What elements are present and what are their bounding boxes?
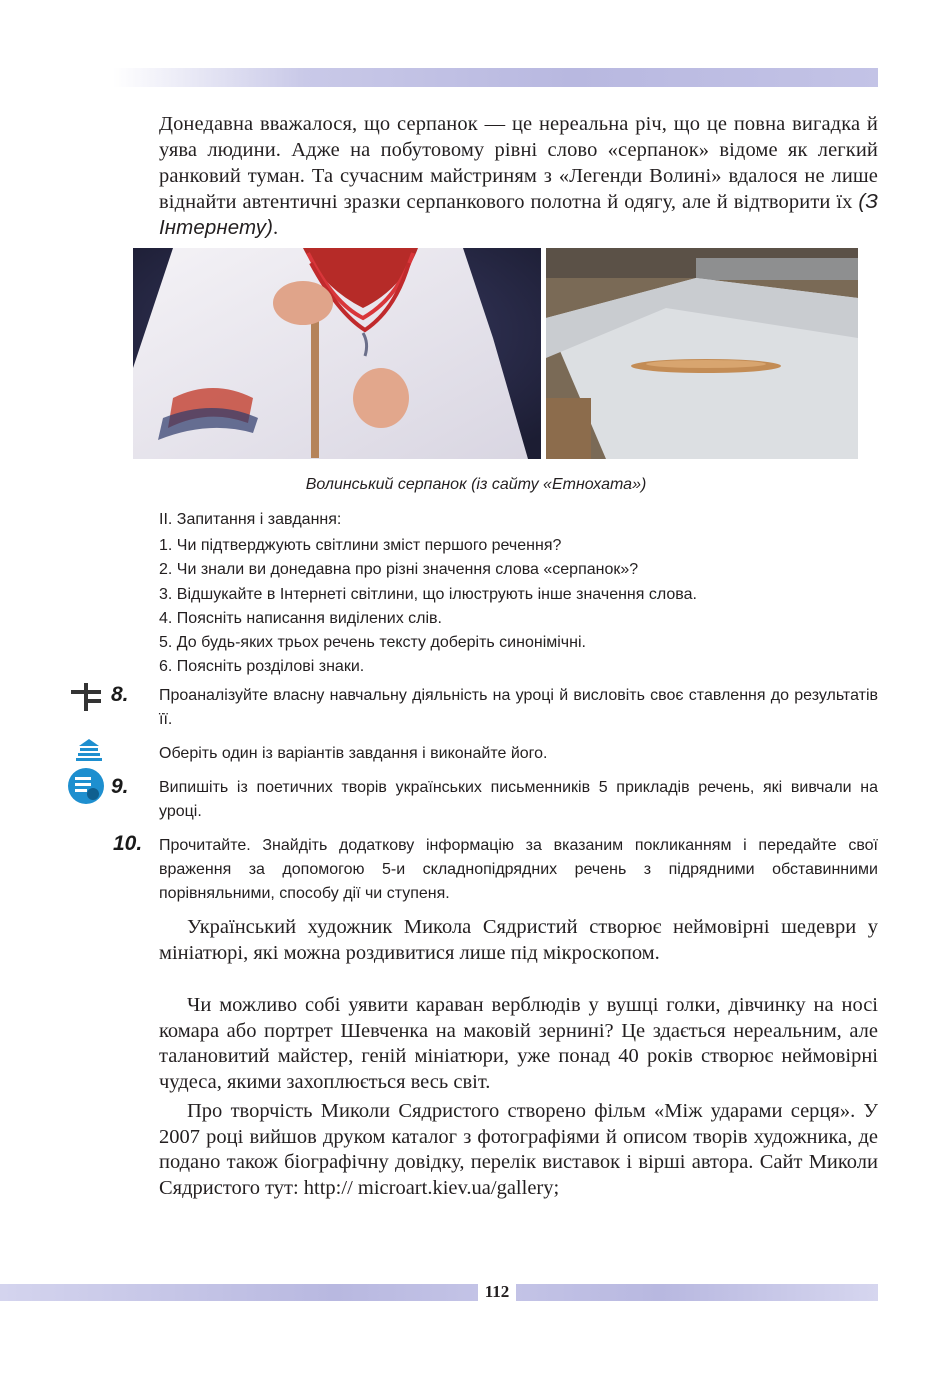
choose-variant-note: Оберіть один із варіантів завдання і виконайте його.: [159, 745, 548, 762]
photo-caption: Волинський серпанок (із сайту «Етнохата»): [305, 476, 647, 493]
task10-text: Прочитайте. Знайдіть додаткову інформацію за вказаним покликанням і передайте свої враження за допомогою 5-и складнопідрядних речень з підрядними обставинними порівняльними, способу дії чи ступеня.: [159, 837, 878, 902]
questions-list: [159, 534, 697, 680]
intro-end: .: [273, 217, 279, 239]
reading-paragraph-1-text: Український художник Микола Сядристий створює неймовірні шедеври у мініатюрі, які можна роздивитися лише під мікроскопом.: [159, 916, 878, 964]
question-item: 6. Поясніть розділові знаки.: [159, 658, 365, 676]
reading-paragraph-3: [159, 1099, 878, 1202]
task10-number: 10.: [113, 832, 143, 855]
level-stairs-icon: [75, 737, 103, 770]
photo-woman-embroidered-shirt: [133, 248, 541, 459]
page-number: 112: [484, 1282, 510, 1301]
question-item: 2. Чи знали ви донедавна про різні значення слова «серпанок»?: [159, 561, 639, 579]
footer-band-left: [0, 1284, 478, 1301]
question-item: 4. Поясніть написання виділених слів.: [159, 609, 442, 627]
question-item: 3. Відшукайте в Інтернеті світлини, що ілюструють інше значення слова.: [159, 585, 697, 603]
plus-minus-reflection-icon: [69, 681, 105, 718]
task8-text: Проаналізуйте власну навчальну діяльність на уроці й висловіть своє ставлення до результатів її.: [159, 687, 878, 728]
write-tasks-icon: [66, 767, 106, 810]
task9-text: Випишіть із поетичних творів українських письменників 5 прикладів речень, які вивчали на уроці.: [159, 779, 878, 820]
photo-loom-with-shuttle: [546, 248, 858, 459]
intro-paragraph: [159, 111, 878, 241]
reading-paragraph-1: [159, 915, 878, 966]
question-item: 5. До будь-яких трьох речень тексту доберіть синонімічні.: [159, 634, 586, 652]
photo-woman-illustration: [133, 248, 541, 459]
footer-band-right: [516, 1284, 878, 1301]
photo-loom-illustration: [546, 248, 858, 459]
reading-paragraph-2: [159, 993, 878, 1096]
questions-title: ІІ. Запитання і завдання:: [159, 511, 342, 528]
question-item: 1. Чи підтверджують світлини зміст першого речення?: [159, 537, 562, 554]
reading-paragraph-2-text: Чи можливо собі уявити караван верблюдів у вушці голки, дівчинку на носі комара або портрет Шевченка на маковій зернині? Це здається нереальним, але талановитий майстер, геній мініатюри, уже понад 40 років створює неймовірні чудеса, якими захоплюється весь світ.: [159, 994, 878, 1094]
task9-number: 9.: [111, 775, 129, 798]
task8-number: 8.: [111, 683, 129, 706]
top-header-band: [113, 68, 878, 87]
intro-citation: (З Інтернету): [159, 190, 878, 239]
reading-paragraph-3-text: Про творчість Миколи Сядристого створено фільм «Між ударами серця». У 2007 році вийшов друком каталог з фотографіями й описом творів художника, де подано також біографічну довідку, перелік виставок і вірші автора. Сайт Миколи Сядристого тут: http:// microart.kiev.ua/gallery;: [159, 1100, 878, 1200]
intro-paragraph-text: Донедавна вважалося, що серпанок — це нереальна річ, що це повна вигадка й уява людини. Адже на побутовому рівні слово «серпанок» відоме як легкий ранковий туман. Та сучасним майстриням з «Легенди Волині» вдалося не лише віднайти автентичні зразки серпанкового полотна й одягу, але й відтворити їх: [159, 113, 878, 213]
